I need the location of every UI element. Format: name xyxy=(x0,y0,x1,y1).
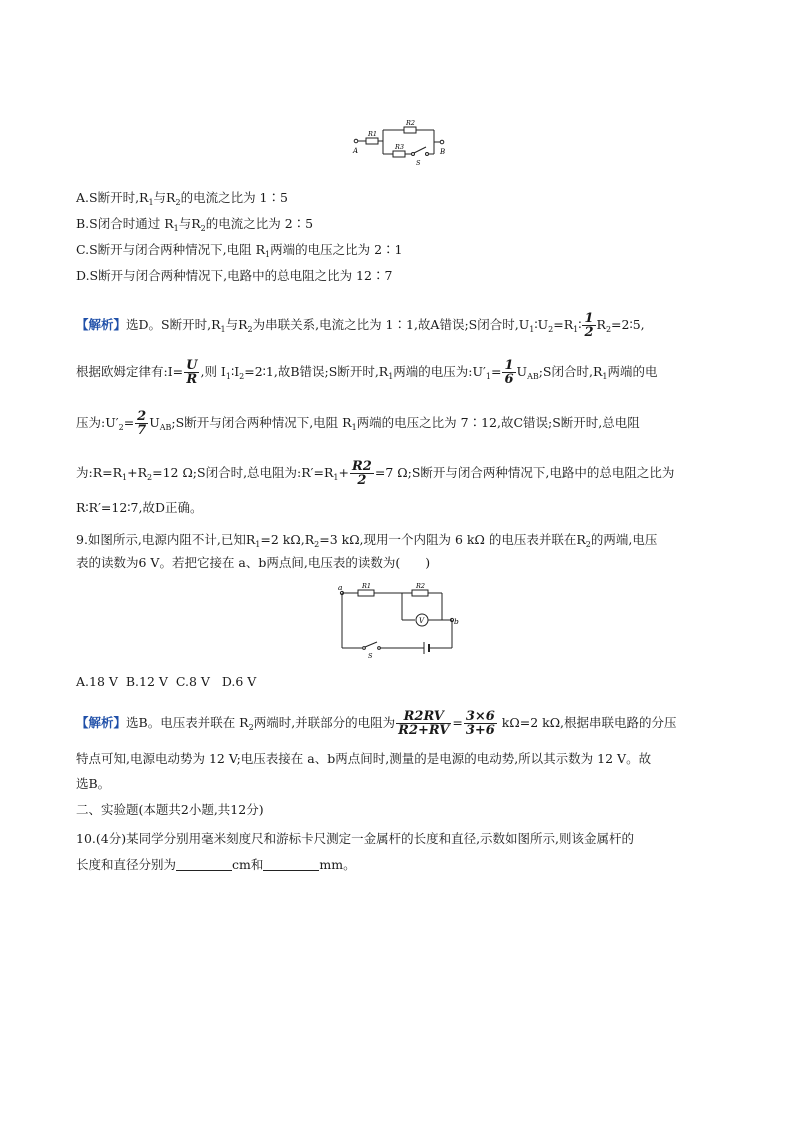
solution-8-line-5: R∶R′=12∶7,故D正确。 xyxy=(76,500,203,515)
label-r2: R2 xyxy=(406,119,416,127)
label-r2: R2 xyxy=(416,582,426,590)
label-a: A xyxy=(353,147,359,155)
question-10-line-2: 长度和直径分别为 cm和 mm。 xyxy=(76,857,356,872)
question-10-line-1: 10.(4分)某同学分别用毫米刻度尺和游标卡尺测定一金属杆的长度和直径,示数如图所示,则该金属杆的 xyxy=(76,831,635,846)
option-a: A.S断开时$,R_1$与$R_2$的电流之比为 1∶5 xyxy=(76,190,288,207)
analysis-tag: 【解析】 xyxy=(76,317,127,332)
label-b-point: b xyxy=(454,617,459,626)
fraction: $\frac{R2}{2}$ xyxy=(351,459,372,488)
solution-8-line-3: 压为$:U'_2=$ $\frac{2}{7}$ $U_{AB};S$断开与闭合两种情况下,电阻 $R_1$两端的电压之比为 7∶12,故C错误;S断开时,总电阻 xyxy=(76,409,640,438)
label-r3: R3 xyxy=(395,143,405,151)
circuit-diagram-1 xyxy=(348,112,458,174)
solution-8-line-4: 为$:R=R_1+R_2=12$ Ω;S闭合时,总电阻为$:R'=R_1+$ $\frac{R2}{2}$ =7 Ω;S断开与闭合两种情况下,电路中的总电阻之比为 xyxy=(76,459,675,488)
label-b: B xyxy=(440,148,446,156)
option-d: D.S断开与闭合两种情况下,电路中的总电阻之比为 12∶7 xyxy=(76,268,393,283)
solution-9-line-3: 选B。 xyxy=(76,776,111,791)
fraction: $\frac{1}{2}$ xyxy=(584,311,594,340)
solution-8-line-2: 根据欧姆定律有:I= $\frac{U}{R}$ ,则 $I_1∶I_2=2∶1$,故B错误;S断开时$,R_1$两端的电压为$:U'_1=$ $\frac{1}{6}$ $U_{AB};S$闭合时$,R_1$两端的电 xyxy=(76,358,658,387)
option-c: C.S断开与闭合两种情况下,电阻 $R_1$两端的电压之比为 2∶1 xyxy=(76,242,403,259)
section-title: 二、实验题(本题共2小题,共12分) xyxy=(76,802,264,817)
label-s: S xyxy=(416,159,421,167)
label-s: S xyxy=(368,652,373,660)
label-r1: R1 xyxy=(362,582,372,590)
fraction: $\frac{U}{R}$ xyxy=(186,358,198,387)
question-9-options: A.18 V B.12 V C.8 V D.6 V xyxy=(76,674,257,689)
label-a-point: a xyxy=(338,583,343,592)
answer-blank-length[interactable] xyxy=(176,856,232,871)
analysis-tag: 【解析】 xyxy=(76,715,127,730)
answer-blank-diameter[interactable] xyxy=(263,856,319,871)
fraction: $\frac{R2RV}{R2+RV}$ xyxy=(398,709,450,738)
fraction: $\frac{2}{7}$ xyxy=(137,409,147,438)
solution-9-line-2: 特点可知,电源电动势为 12 V;电压表接在 a、b两点间时,测量的是电源的电动势,所以其示数为 12 V。故 xyxy=(76,751,652,766)
circuit-diagram-2 xyxy=(330,580,470,660)
question-9-line-2: 表的读数为6 V。若把它接在 a、b两点间,电压表的读数为( ) xyxy=(76,555,431,570)
question-9-line-1: 9.如图所示,电源内阻不计,已知$R_1=2$ $k\Omega,R_2=3$ kΩ,现用一个内阻为 6 kΩ 的电压表并联在$R_2$的两端,电压 xyxy=(76,532,658,549)
solution-9-line-1: 【解析】选B。电压表并联在 $R_2$两端时,并联部分的电阻为 $\frac{R2RV}{R2+RV}$ = $\frac{3\times 6}{3+6}$ kΩ=2 kΩ,根据串联电路的分压 xyxy=(76,709,677,738)
voltmeter-label: V xyxy=(419,617,425,625)
fraction: $\frac{1}{6}$ xyxy=(504,358,514,387)
option-b: B.S闭合时通过 $R_1$与$R_2$的电流之比为 2∶5 xyxy=(76,216,314,233)
label-r1: R1 xyxy=(368,130,378,138)
fraction: $\frac{3\times 6}{3+6}$ xyxy=(465,709,495,738)
solution-8-line-1: 【解析】选D。S断开时$,R_1$与$R_2$为串联关系,电流之比为 1∶1,故A错误;S闭合时$,U_1∶U_2=R_1∶$ $\frac{1}{2}$ $R_2=2∶5$, xyxy=(76,311,645,340)
